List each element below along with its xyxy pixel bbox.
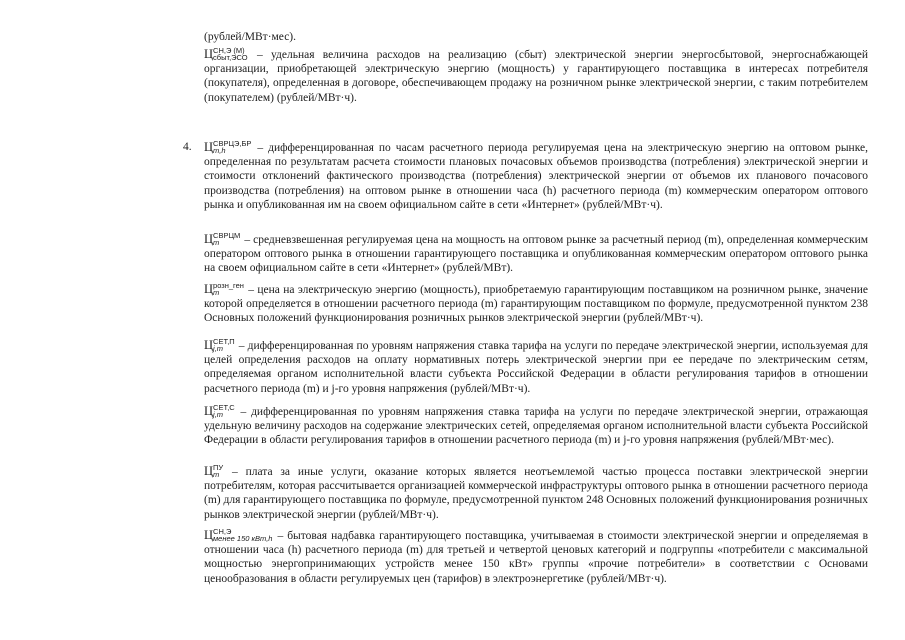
formula-symbol: Ц СВРЦЭ,БР m,h [204,139,252,156]
definition-c-pu [204,464,868,522]
definition-text: – дифференцированная по уровням напряжения ставка тарифа на услуги по передаче электрической энергии, используемая для целей определения расходов на оплату нормативных потерь электрической энергии при ее передаче по электрическим сетям, определяемая органом исполнительной власти субъекта Российской Федерации в области регулирования тарифов в отношении расчетного периода (m) и j-го уровня напряжения (рублей/МВт·ч). [204,340,868,395]
definition-text: – цена на электрическую энергию (мощность), приобретаемую гарантирующим поставщиком на розничном рынке, значение которой определяется в отношении расчетного периода (m) гарантирующим поставщиком по формуле, предусмотренной пунктом 238 Основных положений функционирования розничных рынков электрической энергии (рублей/МВт·ч). [204,284,868,325]
text-line-prev-unit: (рублей/МВт·мес). [204,31,297,43]
formula-symbol: Ц СВРЦМ m [204,231,241,248]
definition-text: – бытовая надбавка гарантирующего поставщика, учитываемая в стоимости электрической энергии и определяемая в отношении часа (h) расчетного периода (m) для третьей и четвертой ценовых категорий и подгруппы «потребители с максимальной мощностью энергопринимающих устройств менее 150 кВт» группы «прочие потребители» в соответствии с Основами ценообразования в области регулируемых цен (тарифов) в электроэнергетике (рублей/МВт·ч). [204,530,869,585]
formula-symbol: Ц СН,Э менее 150 кВт,h [204,527,273,544]
formula-symbol: Ц розн_ген m [204,281,244,298]
definition-c-set-p [204,338,868,396]
definition-c-sbyt [204,47,868,105]
definition-text: – удельная величина расходов на реализацию (сбыт) электрической энергии энергосбытовой, энергоснабжающей организации, приобретающей электрическую энергию (мощность) у гарантирующего поставщика в интересах потребителя (покупателя), определенная в договоре, обеспечивающем продажу на розничном рынке электрической энергии, с таким потребителем (покупателем) (рублей/МВт·ч). [204,49,868,104]
definition-c-sn-e [204,528,868,586]
formula-symbol: Ц СЕТ,П j,m [204,337,235,354]
definition-text: – плата за иные услуги, оказание которых является неотъемлемой частью процесса поставки электрической энергии потребителям, которая рассчитывается организацией коммерческой инфраструктуры оптового рынка в отношении расчетного периода (m) для гарантирующего поставщика по формуле, предусмотренной пунктом 248 Основных положений функционирования розничных рынков электрической энергии (рублей/МВт·ч). [204,466,868,521]
definition-text: – дифференцированная по уровням напряжения ставка тарифа на услуги по передаче электрической энергии, отражающая удельную величину расходов на содержание электрических сетей, определяемая органом исполнительной власти субъекта Российской Федерации в области регулирования тарифов в отношении расчетного периода (m) и j-го уровня напряжения (рублей/МВт·мес). [204,406,869,447]
definition-c-svrcz [204,140,868,212]
definition-c-svrcm [204,232,868,276]
definition-c-set-s [204,404,868,448]
formula-symbol: Ц СН,Э (М) сбыт,ЭСО [204,46,248,63]
item-number: 4. [183,141,192,153]
formula-symbol: Ц СЕТ,С j,m [204,403,235,420]
definition-c-rozn-gen [204,282,868,326]
definition-text: – дифференцированная по часам расчетного периода регулируемая цена на электрическую энергию на оптовом рынке, определенная по результатам расчета стоимости плановых почасовых объемов производства (потребления) электрической энергии и стоимости отклонений фактического производства (потребления) электрической энергии от объемов их планового почасового производства (потребления) на оптовом рынке в отношении часа (h) расчетного периода (m) коммерческим оператором оптового рынка и опубликованная им на своем официальном сайте в сети «Интернет» (рублей/МВт·ч). [204,142,868,211]
definition-text: – средневзвешенная регулируемая цена на мощность на оптовом рынке за расчетный период (m), определенная коммерческим оператором оптового рынка в отношении гарантирующего поставщика и опубликованная коммерческим оператором оптового рынка на своем официальном сайте в сети «Интернет» (рублей/МВт). [204,234,869,275]
formula-symbol: Ц ПУ m [204,463,224,480]
